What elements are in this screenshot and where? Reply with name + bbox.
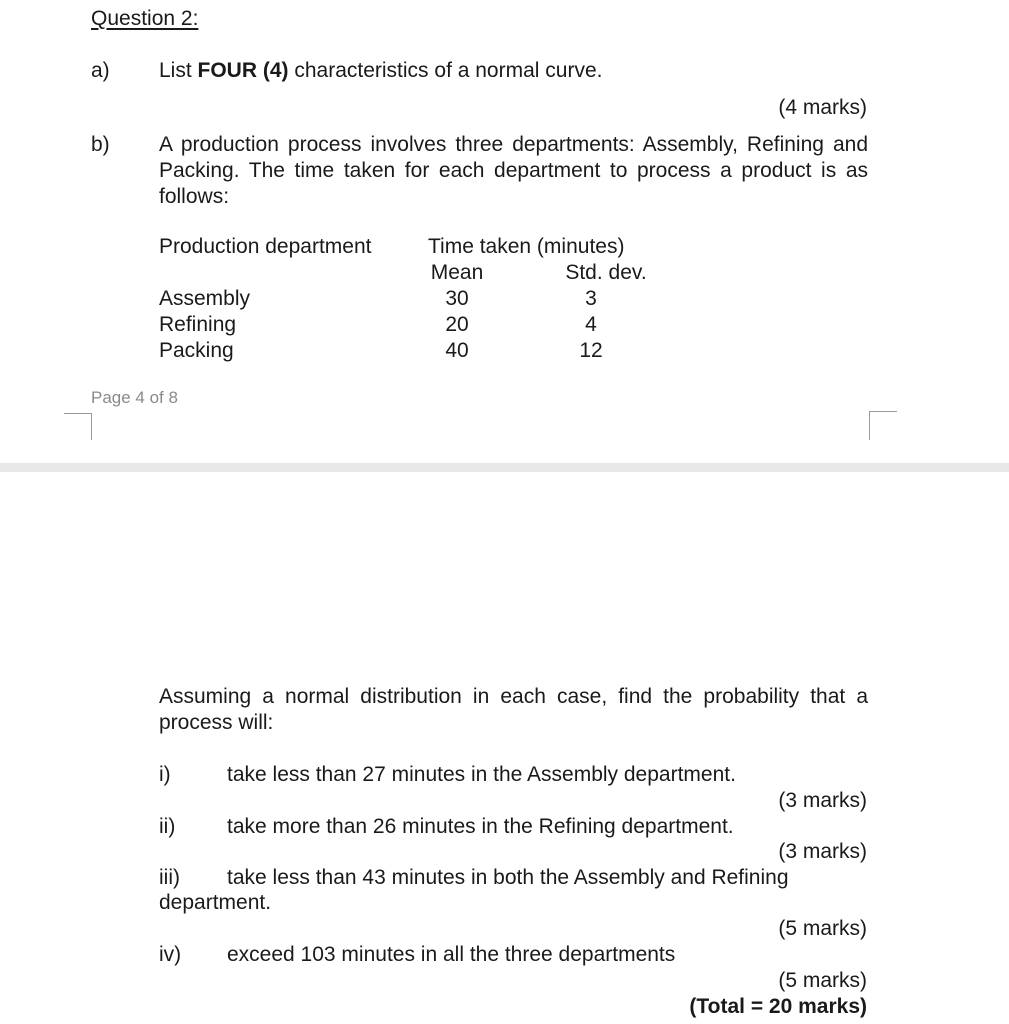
item-text: exceed 103 minutes in all the three departments <box>227 943 676 966</box>
table-header-time: Time taken (minutes) <box>428 235 625 258</box>
table-row-mean: 20 <box>445 313 469 336</box>
item-label: iii) <box>159 866 180 889</box>
item-marks: (5 marks) <box>778 969 867 992</box>
table-row-sd: 12 <box>579 339 603 362</box>
table-row-dept: Assembly <box>159 287 251 310</box>
table-sub-sd: Std. dev. <box>565 261 647 284</box>
page-break-separator <box>0 463 1009 472</box>
assumption-text: Assuming a normal distribution in each case, find the probability that a process will: <box>159 685 868 734</box>
part-a-text-before: List <box>159 59 198 82</box>
part-a-label: a) <box>91 59 110 82</box>
item-label: ii) <box>159 815 176 838</box>
item-marks: (3 marks) <box>778 840 867 863</box>
table-row-sd: 3 <box>585 287 597 310</box>
total-marks-text: (Total = 20 marks) <box>689 995 867 1018</box>
item-text: take more than 26 minutes in the Refining department. <box>227 815 734 838</box>
page-corner-mark-right <box>869 411 897 440</box>
part-a-marks: (4 marks) <box>778 96 867 119</box>
item-text-continued: department. <box>159 891 272 914</box>
table-row-dept: Refining <box>159 313 237 336</box>
part-a-text-bold: FOUR (4) <box>197 59 289 82</box>
part-a-question <box>159 58 602 84</box>
item-label: iv) <box>159 943 182 966</box>
page-number: Page 4 of 8 <box>91 388 178 407</box>
table-sub-mean: Mean <box>430 261 484 284</box>
part-a-text-after: characteristics of a normal curve. <box>288 59 603 82</box>
page-corner-mark-left <box>64 413 92 440</box>
question-title: Question 2: <box>91 7 199 30</box>
part-b-label: b) <box>91 133 110 156</box>
part-b-intro: A production process involves three departments: Assembly, Refining and Packing. The time taken for each department to process a product is as follows: <box>159 133 868 208</box>
table-header-dept: Production department <box>159 235 372 258</box>
item-marks: (5 marks) <box>778 917 867 940</box>
table-row-dept: Packing <box>159 339 234 362</box>
table-row-mean: 30 <box>445 287 469 310</box>
item-marks: (3 marks) <box>778 789 867 812</box>
item-text: take less than 27 minutes in the Assembly department. <box>227 763 736 786</box>
item-label: i) <box>159 763 171 786</box>
total-marks <box>689 994 867 1020</box>
table-row-mean: 40 <box>445 339 469 362</box>
item-text: take less than 43 minutes in both the Assembly and Refining <box>227 866 789 889</box>
table-row-sd: 4 <box>585 313 597 336</box>
